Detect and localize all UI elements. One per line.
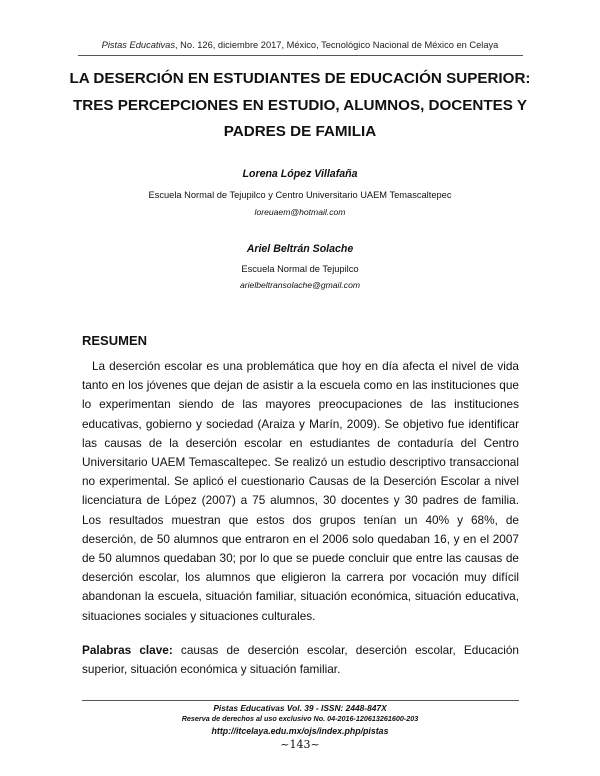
issue-details: , No. 126, diciembre 2017, México, Tecnológico Nacional de México en Celaya (175, 40, 499, 50)
keywords-text: causas de deserción escolar, deserción escolar, Educación superior, situación económica y situación familiar. (82, 643, 519, 677)
paper-title: LA DESERCIÓN EN ESTUDIANTES DE EDUCACIÓN SUPERIOR: TRES PERCEPCIONES EN ESTUDIO, ALUMNOS, DOCENTES Y PADRES DE FAMILIA (69, 70, 531, 140)
footer-divider (82, 700, 519, 701)
footer-url[interactable]: http://itcelaya.edu.mx/ojs/index.php/pistas (211, 726, 389, 736)
running-header (0, 40, 600, 50)
abstract-text: La deserción escolar es una problemática que hoy en día afecta el nivel de vida tanto en los jóvenes que dejan de asistir a la escuela como en las instituciones que lo experimentan siendo de las mayores preocupaciones de las instituciones educativas, gobierno y sociedad (Araiza y Marín, 2009). Se objetivo fue identificar las causas de la deserción escolar en estudiantes de contaduría del Centro Universitario UAEM Temascaltepec. Se realizó un estudio descriptivo transaccional no experimental. Se aplicó el cuestionario Causas de la Deserción Escolar a nivel licenciatura de López (2007) a 75 alumnos, 30 docentes y 30 padres de familia. Los resultados muestran que estos dos grupos tenían un 40% y 68%, de deserción, de 50 alumnos que entraron en el 2006 solo quedaban 16, y en el 2007 de 50 alumnos quedaban 30; por lo que se puede concluir que entre las causas de deserción escolar, los alumnos que eligieron la carrera por vocación muy difícil abandonan la escuela, situación familiar, situación económica, situación educativa, situaciones sociales y situaciones culturales. (82, 359, 519, 623)
author-institution: Escuela Normal de Tejupilco (241, 264, 359, 274)
author-institution: Escuela Normal de Tejupilco y Centro Universitario UAEM Temascaltepec (148, 190, 452, 200)
abstract-body (82, 357, 519, 626)
footer-volume: Pistas Educativas Vol. 39 - ISSN: 2448-847X (213, 703, 387, 713)
footer-rights: Reserva de derechos al uso exclusivo No. 04-2016-120613261600-203 (181, 714, 419, 723)
author-email[interactable]: loreuaem@hotmail.com (254, 207, 346, 217)
author-email[interactable]: arielbeltransolache@gmail.com (239, 280, 361, 290)
author-name: Ariel Beltrán Solache (246, 243, 354, 255)
keywords (82, 641, 519, 679)
header-divider (78, 55, 523, 56)
journal-name: Pistas Educativas (101, 40, 176, 50)
page-number: ~143~ (280, 738, 320, 751)
keywords-label: Palabras clave: (82, 643, 173, 657)
abstract-heading: RESUMEN (82, 333, 148, 348)
author-name: Lorena López Villafaña (242, 168, 358, 180)
